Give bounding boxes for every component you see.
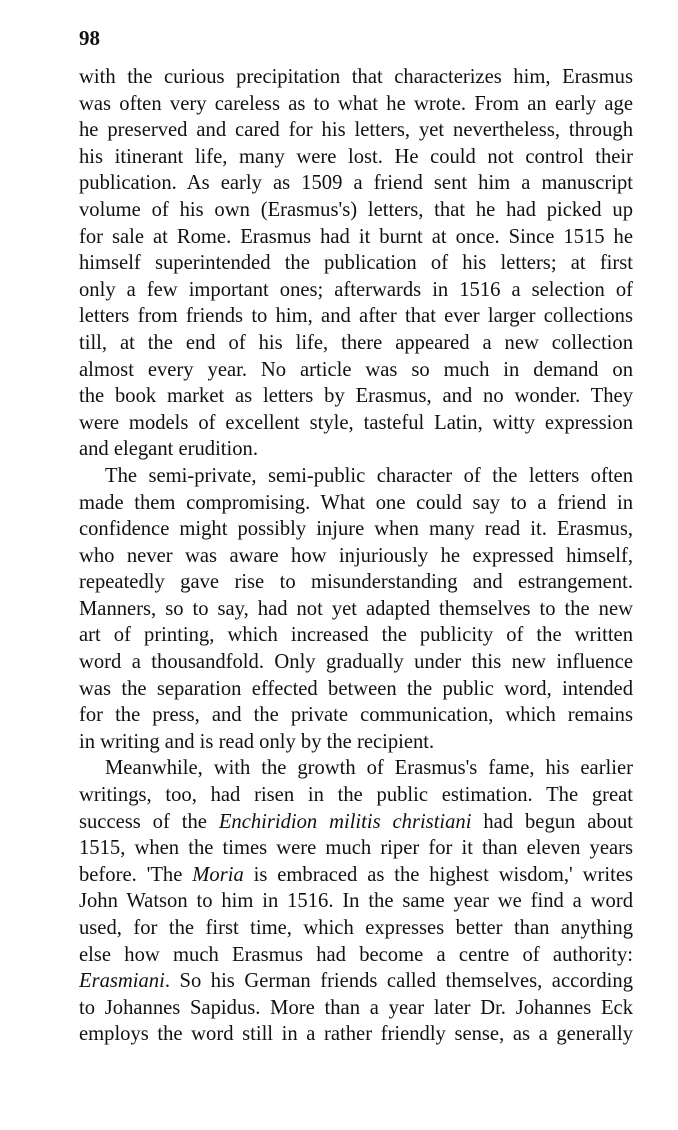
- text-run: Meanwhile, with the growth of Erasmus's fame, his earlier: [105, 757, 633, 780]
- text-line: [79, 117, 633, 144]
- text-line: [79, 702, 633, 729]
- text-run: before. 'The: [79, 863, 193, 886]
- text-line: [79, 888, 633, 915]
- text-line: [79, 224, 633, 251]
- text-run: writings, too, had risen in the public estimation. The great: [79, 784, 633, 807]
- text-line: [79, 569, 633, 596]
- paragraph-start-line: [79, 755, 633, 782]
- text-line: [79, 942, 633, 969]
- book-title-italic: Enchiridion militis christiani: [218, 810, 472, 833]
- text-run: was the separation effected between the public word, intended: [79, 677, 633, 700]
- text-line: [79, 862, 633, 889]
- text-line: [79, 995, 633, 1022]
- text-run: in writing and is read only by the recipient.: [79, 730, 435, 753]
- text-run: with the curious precipitation that characterizes him, Erasmus: [79, 66, 633, 88]
- text-run: volume of his own (Erasmus's) letters, that he had picked up: [79, 198, 633, 221]
- text-run: were models of excellent style, tasteful Latin, witty expression: [79, 411, 633, 434]
- text-run: only a few important ones; afterwards in 1516 a selection of: [79, 278, 633, 301]
- text-run: who never was aware how injuriously he expressed himself,: [79, 544, 633, 567]
- text-run: almost every year. No article was so much in demand on: [79, 358, 633, 381]
- text-run: and elegant erudition.: [79, 438, 258, 461]
- text-run: his itinerant life, many were lost. He could not control their: [79, 145, 633, 168]
- text-run: word a thousandfold. Only gradually under this new influence: [79, 651, 633, 674]
- text-run: for sale at Rome. Erasmus had it burnt at once. Since 1515 he: [79, 225, 633, 248]
- text-run: used, for the first time, which expresses better than anything: [79, 917, 633, 939]
- text-line: [79, 649, 633, 676]
- text-line: [79, 197, 633, 224]
- text-line: [79, 144, 633, 171]
- text-run: the book market as letters by Erasmus, and no wonder. They: [79, 385, 633, 408]
- text-run: letters from friends to him, and after that ever larger collections: [79, 305, 633, 328]
- text-line: [79, 596, 633, 623]
- body-text: [79, 64, 633, 1048]
- text-line: [79, 622, 633, 649]
- text-run: success of the: [79, 810, 219, 833]
- text-run: confidence might possibly injure when many read it. Erasmus,: [79, 518, 633, 541]
- text-line: [79, 968, 633, 995]
- text-line: [79, 729, 633, 756]
- text-line: [79, 64, 633, 91]
- text-line: [79, 835, 633, 862]
- text-run: else how much Erasmus had become a centre of authority:: [79, 943, 633, 966]
- text-run: John Watson to him in 1516. In the same year we find a word: [79, 890, 633, 913]
- text-line: [79, 410, 633, 437]
- text-run: publication. As early as 1509 a friend sent him a manuscript: [79, 172, 633, 195]
- text-run: till, at the end of his life, there appeared a new collection: [79, 331, 633, 354]
- paragraph-start-line: [79, 463, 633, 490]
- text-run: made them compromising. What one could say to a friend in: [79, 491, 633, 514]
- text-run: repeatedly gave rise to misunderstanding and estrangement.: [79, 571, 633, 594]
- text-run: The semi-private, semi-public character of the letters often: [105, 464, 633, 487]
- text-line: [79, 383, 633, 410]
- page-number: 98: [79, 26, 100, 50]
- text-run: was often very careless as to what he wrote. From an early age: [79, 92, 633, 115]
- text-line: [79, 303, 633, 330]
- text-run: employs the word still in a rather friendly sense, as a generally: [79, 1023, 633, 1046]
- text-run: he preserved and cared for his letters, yet nevertheless, through: [79, 119, 633, 142]
- book-title-italic: Moria: [192, 863, 244, 886]
- text-line: [79, 357, 633, 384]
- text-run: is embraced as the highest wisdom,' writes: [243, 863, 633, 886]
- text-line: [79, 676, 633, 703]
- text-run: 1515, when the times were much riper for it than eleven years: [79, 837, 633, 860]
- text-line: [79, 1021, 633, 1048]
- text-line: [79, 170, 633, 197]
- text-line: [79, 91, 633, 118]
- text-run: himself superintended the publication of his letters; at first: [79, 252, 633, 275]
- text-line: [79, 915, 633, 942]
- text-run: art of printing, which increased the publicity of the written: [79, 624, 633, 647]
- text-run: for the press, and the private communication, which remains: [79, 704, 633, 727]
- text-line: [79, 782, 633, 809]
- text-line: [79, 330, 633, 357]
- text-line: [79, 277, 633, 304]
- text-line: [79, 809, 633, 836]
- text-line: [79, 490, 633, 517]
- text-run: had begun about: [471, 810, 633, 833]
- text-line: [79, 250, 633, 277]
- text-line: [79, 516, 633, 543]
- text-line: [79, 436, 633, 463]
- text-run: . So his German friends called themselves, according: [164, 970, 633, 993]
- text-run: Manners, so to say, had not yet adapted themselves to the new: [79, 597, 633, 620]
- term-italic: Erasmiani: [79, 970, 165, 993]
- text-line: [79, 543, 633, 570]
- text-run: to Johannes Sapidus. More than a year later Dr. Johannes Eck: [79, 996, 633, 1019]
